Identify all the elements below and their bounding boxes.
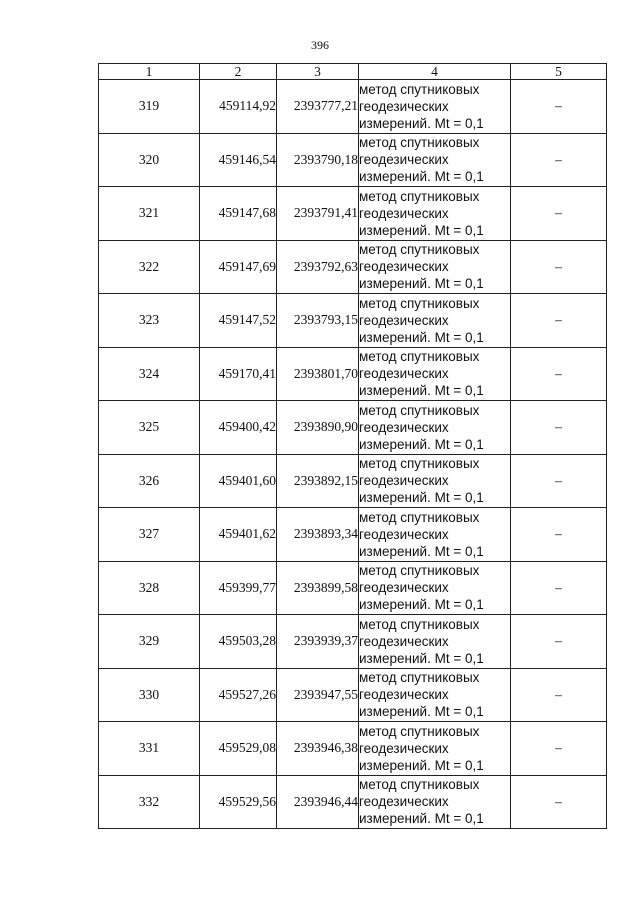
x-coordinate-cell: 459147,68 — [200, 187, 277, 241]
x-coordinate-cell: 459529,08 — [200, 722, 277, 776]
method-line: измерений. Mt = 0,1 — [359, 115, 484, 131]
method-line: геодезических — [359, 98, 449, 114]
point-number-cell: 321 — [99, 187, 200, 241]
table-row — [99, 561, 607, 615]
method-line: метод спутниковых — [359, 563, 480, 579]
y-coordinate-cell: 2393791,41 — [277, 187, 359, 241]
y-coordinate-cell: 2393939,37 — [277, 615, 359, 669]
method-line: измерений. Mt = 0,1 — [359, 757, 484, 773]
header-col-4: 4 — [359, 64, 511, 80]
y-coordinate-cell: 2393792,63 — [277, 240, 359, 294]
table-row — [99, 722, 607, 776]
y-coordinate-cell: 2393946,38 — [277, 722, 359, 776]
method-line: измерений. Mt = 0,1 — [359, 650, 484, 666]
method-line: измерений. Mt = 0,1 — [359, 597, 484, 613]
note-cell: – — [511, 347, 607, 401]
table-row — [99, 508, 607, 562]
table-row — [99, 294, 607, 348]
table-row — [99, 668, 607, 722]
method-line: измерений. Mt = 0,1 — [359, 436, 484, 452]
y-coordinate-cell: 2393947,55 — [277, 668, 359, 722]
header-col-2: 2 — [200, 64, 277, 80]
header-row — [99, 64, 607, 80]
method-cell — [359, 775, 511, 829]
point-number-cell: 328 — [99, 561, 200, 615]
method-line: геодезических — [359, 205, 449, 221]
x-coordinate-cell: 459170,41 — [200, 347, 277, 401]
y-coordinate-cell: 2393777,21 — [277, 80, 359, 134]
method-line: геодезических — [359, 312, 449, 328]
y-coordinate-cell: 2393890,90 — [277, 401, 359, 455]
note-cell: – — [511, 454, 607, 508]
method-line: геодезических — [359, 473, 449, 489]
method-cell — [359, 508, 511, 562]
note-cell: – — [511, 561, 607, 615]
method-line: метод спутниковых — [359, 295, 480, 311]
method-line: измерений. Mt = 0,1 — [359, 329, 484, 345]
method-line: геодезических — [359, 152, 449, 168]
table-row — [99, 401, 607, 455]
x-coordinate-cell: 459146,54 — [200, 133, 277, 187]
x-coordinate-cell: 459401,60 — [200, 454, 277, 508]
method-cell — [359, 347, 511, 401]
method-line: метод спутниковых — [359, 509, 480, 525]
point-number-cell: 331 — [99, 722, 200, 776]
method-line: измерений. Mt = 0,1 — [359, 811, 484, 827]
method-line: метод спутниковых — [359, 135, 480, 151]
x-coordinate-cell: 459400,42 — [200, 401, 277, 455]
table-row — [99, 615, 607, 669]
y-coordinate-cell: 2393790,18 — [277, 133, 359, 187]
method-cell — [359, 133, 511, 187]
method-cell — [359, 401, 511, 455]
x-coordinate-cell: 459503,28 — [200, 615, 277, 669]
method-line: метод спутниковых — [359, 242, 480, 258]
method-line: геодезических — [359, 580, 449, 596]
note-cell: – — [511, 294, 607, 348]
method-cell — [359, 561, 511, 615]
method-line: измерений. Mt = 0,1 — [359, 543, 484, 559]
point-number-cell: 323 — [99, 294, 200, 348]
method-cell — [359, 668, 511, 722]
method-line: геодезических — [359, 687, 449, 703]
method-line: геодезических — [359, 419, 449, 435]
page-number: 396 — [311, 38, 329, 52]
note-cell: – — [511, 722, 607, 776]
method-line: измерений. Mt = 0,1 — [359, 276, 484, 292]
point-number-cell: 326 — [99, 454, 200, 508]
method-cell — [359, 722, 511, 776]
y-coordinate-cell: 2393946,44 — [277, 775, 359, 829]
method-line: метод спутниковых — [359, 670, 480, 686]
note-cell: – — [511, 401, 607, 455]
x-coordinate-cell: 459527,26 — [200, 668, 277, 722]
point-number-cell: 329 — [99, 615, 200, 669]
method-line: метод спутниковых — [359, 188, 480, 204]
note-cell: – — [511, 508, 607, 562]
method-line: измерений. Mt = 0,1 — [359, 383, 484, 399]
method-line: геодезических — [359, 633, 449, 649]
point-number-cell: 322 — [99, 240, 200, 294]
method-cell — [359, 240, 511, 294]
method-line: метод спутниковых — [359, 81, 480, 97]
method-cell — [359, 454, 511, 508]
note-cell: – — [511, 80, 607, 134]
method-cell — [359, 615, 511, 669]
y-coordinate-cell: 2393892,15 — [277, 454, 359, 508]
x-coordinate-cell: 459399,77 — [200, 561, 277, 615]
table-row — [99, 240, 607, 294]
x-coordinate-cell: 459147,52 — [200, 294, 277, 348]
y-coordinate-cell: 2393893,34 — [277, 508, 359, 562]
note-cell: – — [511, 615, 607, 669]
point-number-cell: 319 — [99, 80, 200, 134]
note-cell: – — [511, 133, 607, 187]
point-number-cell: 325 — [99, 401, 200, 455]
method-line: геодезических — [359, 740, 449, 756]
point-number-cell: 330 — [99, 668, 200, 722]
header-col-1: 1 — [99, 64, 200, 80]
note-cell: – — [511, 668, 607, 722]
coordinates-table — [98, 63, 607, 829]
method-line: измерений. Mt = 0,1 — [359, 490, 484, 506]
method-line: геодезических — [359, 366, 449, 382]
table-row — [99, 80, 607, 134]
method-line: метод спутниковых — [359, 456, 480, 472]
note-cell: – — [511, 187, 607, 241]
method-cell — [359, 80, 511, 134]
x-coordinate-cell: 459147,69 — [200, 240, 277, 294]
point-number-cell: 324 — [99, 347, 200, 401]
note-cell: – — [511, 775, 607, 829]
method-line: измерений. Mt = 0,1 — [359, 222, 484, 238]
point-number-cell: 332 — [99, 775, 200, 829]
y-coordinate-cell: 2393899,58 — [277, 561, 359, 615]
table-row — [99, 775, 607, 829]
method-line: измерений. Mt = 0,1 — [359, 169, 484, 185]
note-cell: – — [511, 240, 607, 294]
method-line: метод спутниковых — [359, 616, 480, 632]
header-col-5: 5 — [511, 64, 607, 80]
table-body — [99, 80, 607, 829]
point-number-cell: 327 — [99, 508, 200, 562]
method-line: метод спутниковых — [359, 349, 480, 365]
method-line: измерений. Mt = 0,1 — [359, 704, 484, 720]
x-coordinate-cell: 459114,92 — [200, 80, 277, 134]
header-col-3: 3 — [277, 64, 359, 80]
method-line: геодезических — [359, 526, 449, 542]
table-row — [99, 347, 607, 401]
method-line: геодезических — [359, 794, 449, 810]
y-coordinate-cell: 2393801,70 — [277, 347, 359, 401]
x-coordinate-cell: 459529,56 — [200, 775, 277, 829]
point-number-cell: 320 — [99, 133, 200, 187]
table-row — [99, 454, 607, 508]
method-line: метод спутниковых — [359, 723, 480, 739]
table-row — [99, 133, 607, 187]
table-row — [99, 187, 607, 241]
method-cell — [359, 294, 511, 348]
method-line: геодезических — [359, 259, 449, 275]
method-line: метод спутниковых — [359, 402, 480, 418]
table-header — [99, 64, 607, 80]
method-line: метод спутниковых — [359, 777, 480, 793]
x-coordinate-cell: 459401,62 — [200, 508, 277, 562]
y-coordinate-cell: 2393793,15 — [277, 294, 359, 348]
method-cell — [359, 187, 511, 241]
